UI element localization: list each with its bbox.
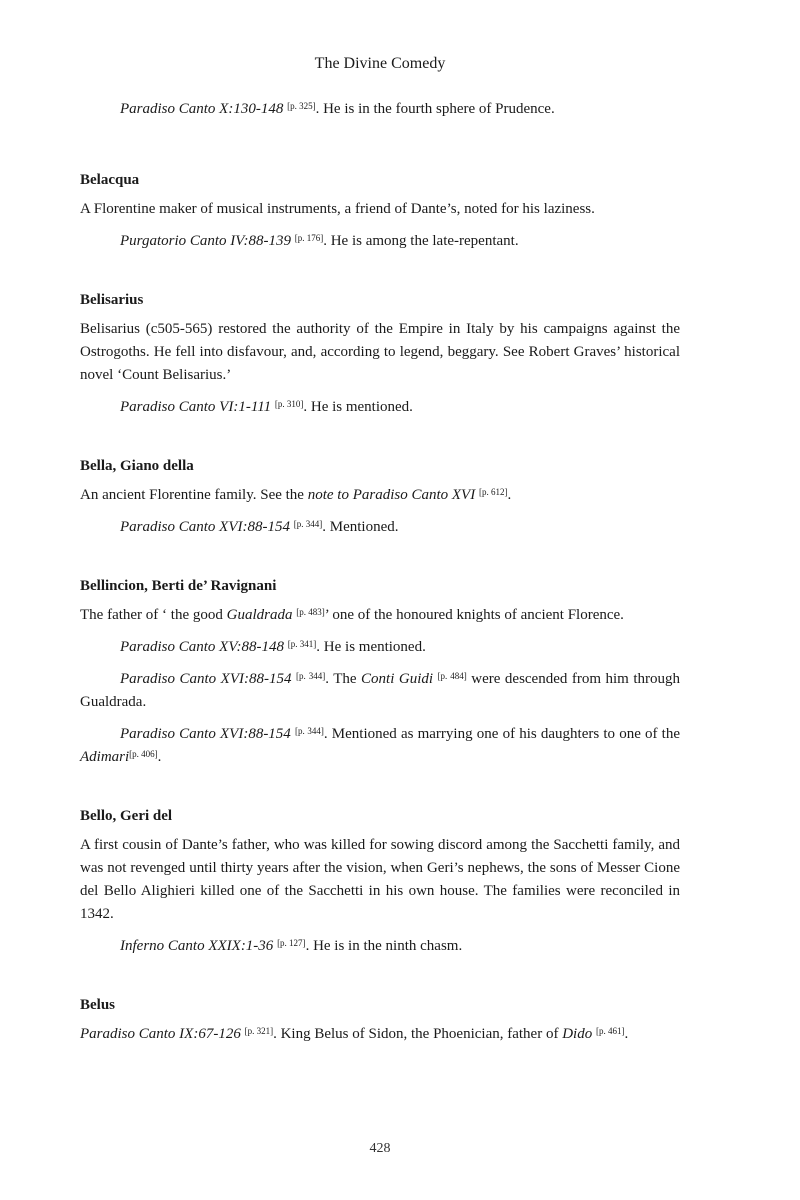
canto-citation[interactable]: Paradiso Canto XV:88-148 xyxy=(120,639,285,655)
entry-description xyxy=(80,484,680,507)
page-reference[interactable]: [p. 484] xyxy=(437,671,467,681)
entry-continuation xyxy=(80,98,680,121)
page-reference[interactable]: [p. 406] xyxy=(129,749,158,759)
reference-line xyxy=(80,723,680,769)
reference-note: . He is among the late-repentant. xyxy=(323,233,519,249)
page-reference[interactable]: [p. 325] xyxy=(287,101,316,111)
page-reference[interactable]: [p. 176] xyxy=(294,233,324,243)
entry-description: Belisarius (c505-565) restored the authority of the Empire in Italy by his campaigns against the Ostrogoths. He fell into disfavour, and, according to legend, beggary. See Robert Graves’ historical novel ‘Count Belisarius.’ xyxy=(80,321,680,383)
entry-bella-giano xyxy=(80,455,680,539)
canto-citation[interactable]: Purgatorio Canto IV:88-139 xyxy=(120,233,291,249)
page-reference[interactable]: [p. 344] xyxy=(293,519,323,529)
cross-reference-link[interactable]: note to Paradiso Canto XVI xyxy=(307,487,476,503)
reference-note: . He is in the fourth sphere of Prudence. xyxy=(315,101,555,117)
page-number: 428 xyxy=(369,1141,391,1156)
reference-note: . Mentioned as marrying one of his daughters to one of the xyxy=(323,726,680,742)
glossary-page xyxy=(80,98,680,1082)
entry-description xyxy=(80,604,680,627)
description-text: An ancient Florentine family. See the xyxy=(80,487,308,503)
reference-note: . xyxy=(624,1026,629,1042)
canto-citation[interactable]: Paradiso Canto X:130-148 xyxy=(120,101,284,117)
reference-note: . The xyxy=(325,671,362,687)
reference-note: . Mentioned. xyxy=(322,519,399,535)
entry-description: A first cousin of Dante’s father, who was killed for sowing discord among the Sacchetti family, and was not revenged until thirty years after the vision, when Geri’s nephews, the sons of Messer Cione del Bello Alighieri killed one of the Sacchetti in his own house. The families were reconciled in 1342. xyxy=(80,837,680,922)
reference-line xyxy=(80,230,680,253)
cross-reference-link[interactable]: Dido xyxy=(562,1026,593,1042)
reference-line xyxy=(80,516,680,539)
canto-citation[interactable]: Paradiso Canto XVI:88-154 xyxy=(120,671,292,687)
page-reference[interactable]: [p. 341] xyxy=(287,639,317,649)
page-reference[interactable]: [p. 127] xyxy=(277,938,306,948)
running-header: The Divine Comedy xyxy=(314,55,446,72)
description-text: . xyxy=(507,487,512,503)
canto-citation[interactable]: Inferno Canto XXIX:1-36 xyxy=(120,938,274,954)
entry-title: Belus xyxy=(80,997,116,1013)
canto-citation[interactable]: Paradiso Canto IX:67-126 xyxy=(80,1026,241,1042)
canto-citation[interactable]: Paradiso Canto VI:1-111 xyxy=(120,399,272,415)
reference-line xyxy=(80,935,680,958)
page-reference[interactable]: [p. 483] xyxy=(296,607,325,617)
entry-title: Bellincion, Berti de’ Ravignani xyxy=(80,578,277,594)
page-reference[interactable]: [p. 321] xyxy=(244,1026,274,1036)
reference-line xyxy=(80,98,680,121)
cross-reference-link[interactable]: Conti Guidi xyxy=(361,671,434,687)
canto-citation[interactable]: Paradiso Canto XVI:88-154 xyxy=(120,726,291,742)
reference-note: . He is in the ninth chasm. xyxy=(305,938,463,954)
page-reference[interactable]: [p. 612] xyxy=(478,487,508,497)
description-text: ’ one of the honoured knights of ancient Florence. xyxy=(324,607,624,623)
page-reference[interactable]: [p. 461] xyxy=(595,1026,625,1036)
entry-belus xyxy=(80,994,680,1046)
reference-note: . xyxy=(157,749,162,765)
cross-reference-link[interactable]: Gualdrada xyxy=(226,607,293,623)
reference-note: were descended from him through Gualdrada. xyxy=(80,671,681,710)
page-reference[interactable]: [p. 310] xyxy=(274,399,304,409)
description-text: The father of ‘ the good xyxy=(80,607,227,623)
reference-note: . King Belus of Sidon, the Phoenician, father of xyxy=(273,1026,563,1042)
reference-line xyxy=(80,396,680,419)
page-reference[interactable]: [p. 344] xyxy=(294,726,324,736)
entry-title: Belisarius xyxy=(80,292,144,308)
entry-description: A Florentine maker of musical instruments, a friend of Dante’s, noted for his laziness. xyxy=(80,201,595,217)
reference-line xyxy=(80,668,680,714)
reference-note: . He is mentioned. xyxy=(316,639,426,655)
reference-note: . He is mentioned. xyxy=(303,399,413,415)
page-reference[interactable]: [p. 344] xyxy=(295,671,326,681)
entry-title: Bella, Giano della xyxy=(80,458,194,474)
entry-bellincion xyxy=(80,575,680,769)
entry-title: Bello, Geri del xyxy=(80,808,173,824)
canto-citation[interactable]: Paradiso Canto XVI:88-154 xyxy=(120,519,290,535)
reference-line xyxy=(80,636,680,659)
entry-title: Belacqua xyxy=(80,172,140,188)
entry-bello-geri xyxy=(80,805,680,958)
entry-belisarius xyxy=(80,289,680,419)
cross-reference-link[interactable]: Adimari xyxy=(80,749,130,765)
entry-belacqua xyxy=(80,169,680,253)
reference-line xyxy=(80,1023,680,1046)
